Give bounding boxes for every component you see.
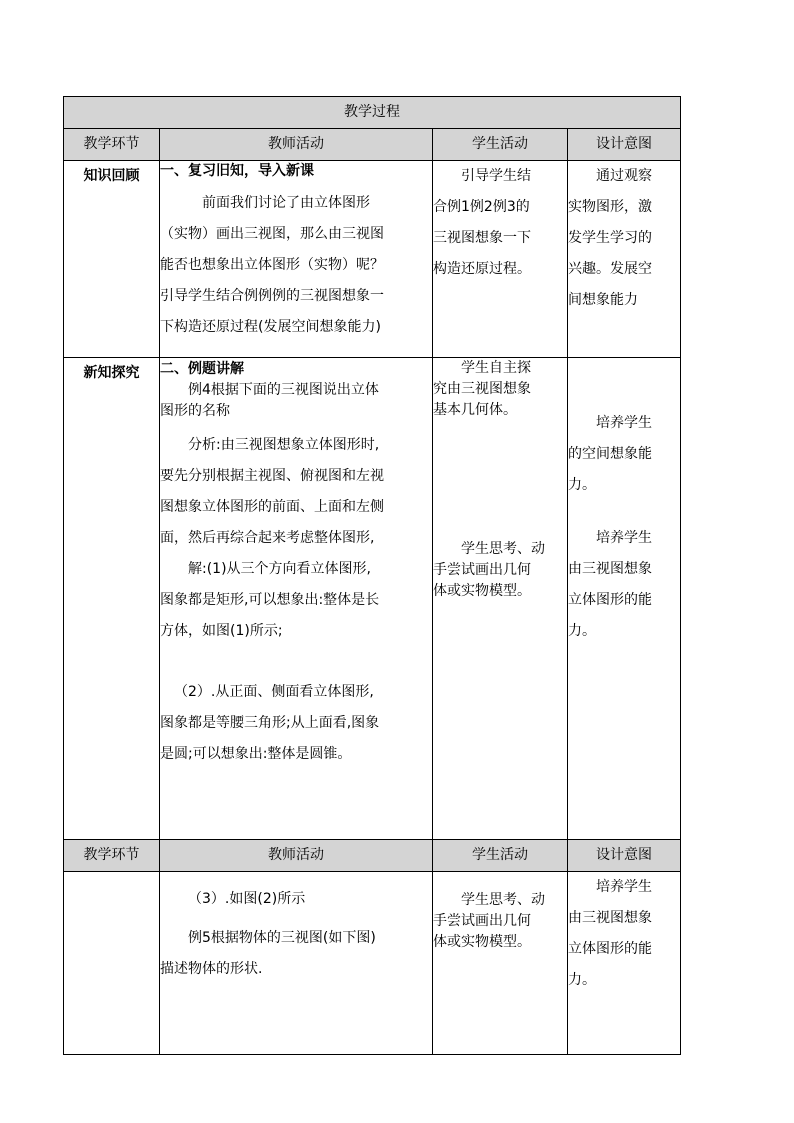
design-continued-line-3: 立体图形的能 xyxy=(568,941,652,957)
header2-teacher: 教师活动 xyxy=(160,840,433,872)
table-row-continued xyxy=(64,872,681,1055)
student-continued-line-3: 体或实物模型。 xyxy=(433,934,531,950)
design-review-line-1: 通过观察 xyxy=(596,168,652,184)
table-header-row xyxy=(64,129,681,161)
student-explore-1-line-2: 究由三视图想象 xyxy=(433,381,531,397)
stage-review: 知识回顾 xyxy=(64,161,160,358)
part3-line: （3）.如图(2)所示 xyxy=(188,891,306,907)
student-explore-2-line-2: 手尝试画出几何 xyxy=(433,562,531,578)
analysis-line-4: 面，然后再综合起来考虑整体图形, xyxy=(160,530,375,546)
header2-student: 学生活动 xyxy=(433,840,568,872)
analysis-line-2: 要先分别根据主视图、俯视图和左视 xyxy=(160,468,384,484)
review-heading: 一、复习旧知，导入新课 xyxy=(160,163,314,179)
design-review-line-2: 实物图形，激 xyxy=(568,199,652,215)
teacher-continued xyxy=(160,872,433,1055)
table-title: 教学过程 xyxy=(64,97,681,129)
example4-line-2: 图形的名称 xyxy=(160,403,230,419)
student-explore-2-line-1: 学生思考、动 xyxy=(461,541,545,557)
review-line-2: （实物）画出三视图，那么由三视图 xyxy=(160,226,384,242)
student-explore xyxy=(433,358,568,840)
part2-line-1: （2）.从正面、侧面看立体图形, xyxy=(174,684,374,700)
analysis-line-7: 方体，如图(1)所示; xyxy=(160,623,283,639)
table-title-row xyxy=(64,97,681,129)
header-student: 学生活动 xyxy=(433,129,568,161)
review-line-5: 下构造还原过程(发展空间想象能力) xyxy=(160,319,381,335)
design-explore-1-line-2: 的空间想象能 xyxy=(568,446,652,462)
example4-line-1: 例4根据下面的三视图说出立体 xyxy=(188,382,379,398)
student-explore-1-line-1: 学生自主探 xyxy=(461,360,531,376)
analysis-line-6: 图象都是矩形,可以想象出:整体是长 xyxy=(160,592,380,608)
analysis-line-5: 解:(1)从三个方向看立体图形, xyxy=(188,561,371,577)
student-continued xyxy=(433,872,568,1055)
student-continued-line-1: 学生思考、动 xyxy=(461,892,545,908)
review-line-4: 引导学生结合例例例的三视图想象一 xyxy=(160,288,384,304)
header-stage: 教学环节 xyxy=(64,129,160,161)
analysis-line-1: 分析:由三视图想象立体图形时, xyxy=(188,437,380,453)
design-explore-2-line-4: 力。 xyxy=(568,623,596,639)
stage-explore: 新知探究 xyxy=(64,358,160,840)
table-header-row-2 xyxy=(64,840,681,872)
table-row-explore xyxy=(64,358,681,840)
table-row-review xyxy=(64,161,681,358)
review-line-1: 前面我们讨论了由立体图形 xyxy=(202,195,370,211)
header2-design: 设计意图 xyxy=(568,840,681,872)
teaching-process-table xyxy=(63,96,681,1055)
student-review-line-4: 构造还原过程。 xyxy=(433,261,531,277)
design-explore-1-line-1: 培养学生 xyxy=(596,415,652,431)
header-design: 设计意图 xyxy=(568,129,681,161)
student-explore-1-line-3: 基本几何体。 xyxy=(433,402,517,418)
design-explore-2-line-3: 立体图形的能 xyxy=(568,592,652,608)
design-explore-2-line-1: 培养学生 xyxy=(596,530,652,546)
header-teacher: 教师活动 xyxy=(160,129,433,161)
design-continued-line-4: 力。 xyxy=(568,972,596,988)
teacher-review xyxy=(160,161,433,358)
student-continued-line-2: 手尝试画出几何 xyxy=(433,913,531,929)
design-continued-line-1: 培养学生 xyxy=(596,879,652,895)
header2-stage: 教学环节 xyxy=(64,840,160,872)
design-review-line-5: 间想象能力 xyxy=(568,292,638,308)
student-review-line-2: 合例1例2例3的 xyxy=(433,199,530,215)
student-explore-2-line-3: 体或实物模型。 xyxy=(433,583,531,599)
design-review xyxy=(568,161,681,358)
example5-line-1: 例5根据物体的三视图(如下图) xyxy=(188,930,376,946)
design-review-line-4: 兴趣。发展空 xyxy=(568,261,652,277)
student-review xyxy=(433,161,568,358)
design-explore xyxy=(568,358,681,840)
teacher-explore xyxy=(160,358,433,840)
stage-continued xyxy=(64,872,160,1055)
analysis-line-3: 图想象立体图形的前面、上面和左侧 xyxy=(160,499,384,515)
student-review-line-1: 引导学生结 xyxy=(461,168,531,184)
part2-line-3: 是圆;可以想象出:整体是圆锥。 xyxy=(160,746,352,762)
explore-heading: 二、例题讲解 xyxy=(160,361,244,377)
design-explore-1-line-3: 力。 xyxy=(568,477,596,493)
review-line-3: 能否也想象出立体图形（实物）呢？ xyxy=(160,257,384,273)
design-continued xyxy=(568,872,681,1055)
student-review-line-3: 三视图想象一下 xyxy=(433,230,531,246)
example5-line-2: 描述物体的形状. xyxy=(160,961,263,977)
design-continued-line-2: 由三视图想象 xyxy=(568,910,652,926)
part2-line-2: 图象都是等腰三角形;从上面看,图象 xyxy=(160,715,380,731)
design-review-line-3: 发学生学习的 xyxy=(568,230,652,246)
design-explore-2-line-2: 由三视图想象 xyxy=(568,561,652,577)
